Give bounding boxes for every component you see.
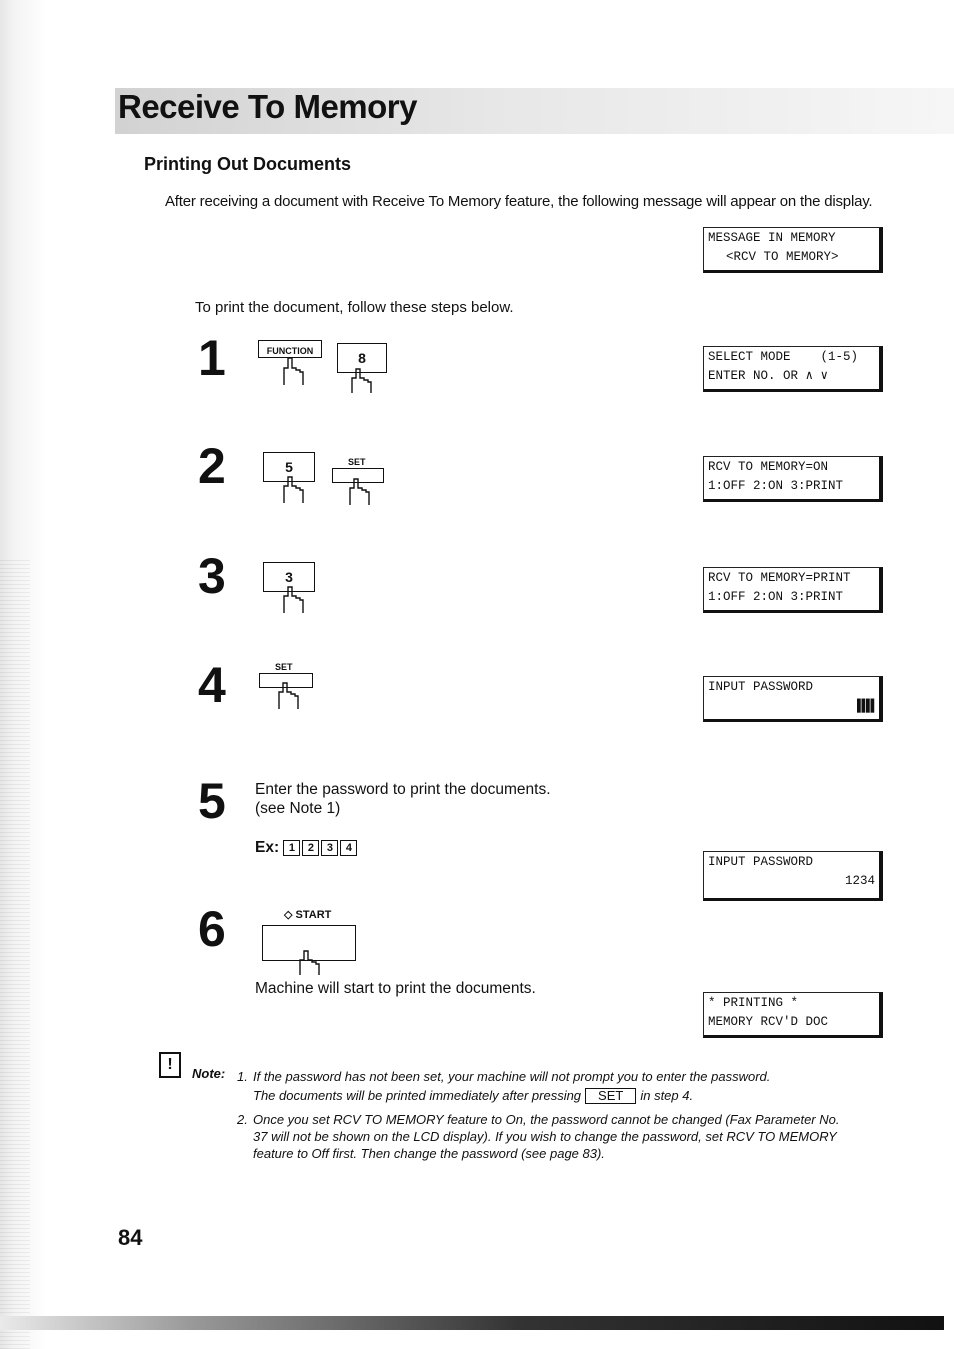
lcd-line-1: * PRINTING * (708, 996, 799, 1010)
pressing-finger-icon (278, 356, 306, 386)
set-key-label: SET (275, 662, 293, 672)
step-5-text (255, 780, 551, 818)
lcd-display-password-entered (703, 851, 883, 901)
start-key-label (284, 908, 331, 921)
note-2-number: 2. (237, 1112, 248, 1127)
start-label: START (295, 909, 332, 921)
lcd-line-2: <RCV TO MEMORY> (726, 250, 839, 264)
step-6-text: Machine will start to print the documents. (255, 980, 536, 997)
section-title: Printing Out Documents (144, 154, 351, 174)
start-icon: ◇ (284, 909, 293, 921)
lcd-line-1: RCV TO MEMORY=PRINT (708, 571, 851, 585)
lcd-display-input-password (703, 676, 883, 722)
step-number-4: 4 (198, 657, 226, 713)
scan-bottom-edge (0, 1316, 944, 1330)
example-keys (255, 838, 359, 857)
note-1-number: 1. (237, 1069, 248, 1084)
pressing-finger-icon (278, 586, 306, 614)
note-1-line-2-post: in step 4. (640, 1088, 694, 1103)
set-key-ref: SET (585, 1088, 636, 1104)
lcd-line-2: ENTER NO. OR ∧ ∨ (708, 369, 829, 383)
note-2-line-3: feature to Off first. Then change the password (see page 83). (253, 1146, 605, 1161)
lcd-line-1: SELECT MODE (1-5) (708, 350, 859, 364)
note-1-line-2-pre: The documents will be printed immediately after pressing (253, 1088, 582, 1103)
page-number: 84 (118, 1225, 143, 1250)
steps-intro-text: To print the document, follow these steps below. (195, 299, 514, 316)
pressing-finger-icon (346, 368, 374, 394)
pressing-finger-icon (273, 682, 301, 710)
set-key-label: SET (348, 457, 366, 467)
note-icon: ! (159, 1052, 181, 1078)
note-2-line-2: 37 will not be shown on the LCD display). If you wish to change the password, set RCV TO MEMORY (253, 1129, 837, 1144)
lcd-line-1: INPUT PASSWORD (708, 680, 814, 694)
step-5-line-1: Enter the password to print the documents. (255, 781, 551, 798)
page-title: Receive To Memory (118, 88, 418, 125)
note-1-line-2 (253, 1087, 693, 1104)
key-4[interactable]: 4 (340, 840, 357, 856)
key-5-label: 5 (285, 459, 293, 475)
step-number-6: 6 (198, 901, 226, 957)
lcd-line-1: INPUT PASSWORD (708, 855, 814, 869)
step-number-3: 3 (198, 548, 226, 604)
note-1-line-1: If the password has not been set, your machine will not prompt you to enter the password. (253, 1069, 771, 1084)
example-label: Ex: (255, 839, 280, 856)
lcd-line-2: 1:OFF 2:ON 3:PRINT (708, 590, 844, 604)
lcd-line-1: RCV TO MEMORY=ON (708, 460, 829, 474)
lcd-line-2: MEMORY RCV'D DOC (708, 1015, 829, 1029)
lcd-display-rcv-print (703, 567, 883, 613)
key-2[interactable]: 2 (302, 840, 319, 856)
pressing-finger-icon (344, 478, 372, 506)
lcd-display-select-mode (703, 346, 883, 392)
lcd-display-rcv-on (703, 456, 883, 502)
key-3-small[interactable]: 3 (321, 840, 338, 856)
step-number-1: 1 (198, 330, 226, 386)
key-8-label: 8 (358, 350, 366, 366)
intro-text: After receiving a document with Receive To Memory feature, the following message will appear on the display. (165, 193, 873, 210)
pressing-finger-icon (294, 950, 322, 976)
lcd-display-printing (703, 992, 883, 1038)
pressing-finger-icon (278, 476, 306, 504)
key-3-label: 3 (285, 569, 293, 585)
lcd-password-mask: ▌▌▌▌ (856, 699, 875, 713)
lcd-line-2: 1234 (844, 874, 875, 888)
step-5-line-2: (see Note 1) (255, 800, 341, 817)
key-1[interactable]: 1 (283, 840, 300, 856)
scan-binding-edge (0, 0, 48, 1349)
lcd-line-1: MESSAGE IN MEMORY (708, 231, 836, 245)
note-label: Note: (192, 1066, 226, 1081)
lcd-line-2: 1:OFF 2:ON 3:PRINT (708, 479, 844, 493)
lcd-display-message (703, 227, 883, 273)
step-number-2: 2 (198, 438, 226, 494)
function-key-label: FUNCTION (266, 346, 314, 356)
step-number-5: 5 (198, 773, 226, 829)
note-2-line-1: Once you set RCV TO MEMORY feature to On, the password cannot be changed (Fax Parameter No. (253, 1112, 840, 1127)
